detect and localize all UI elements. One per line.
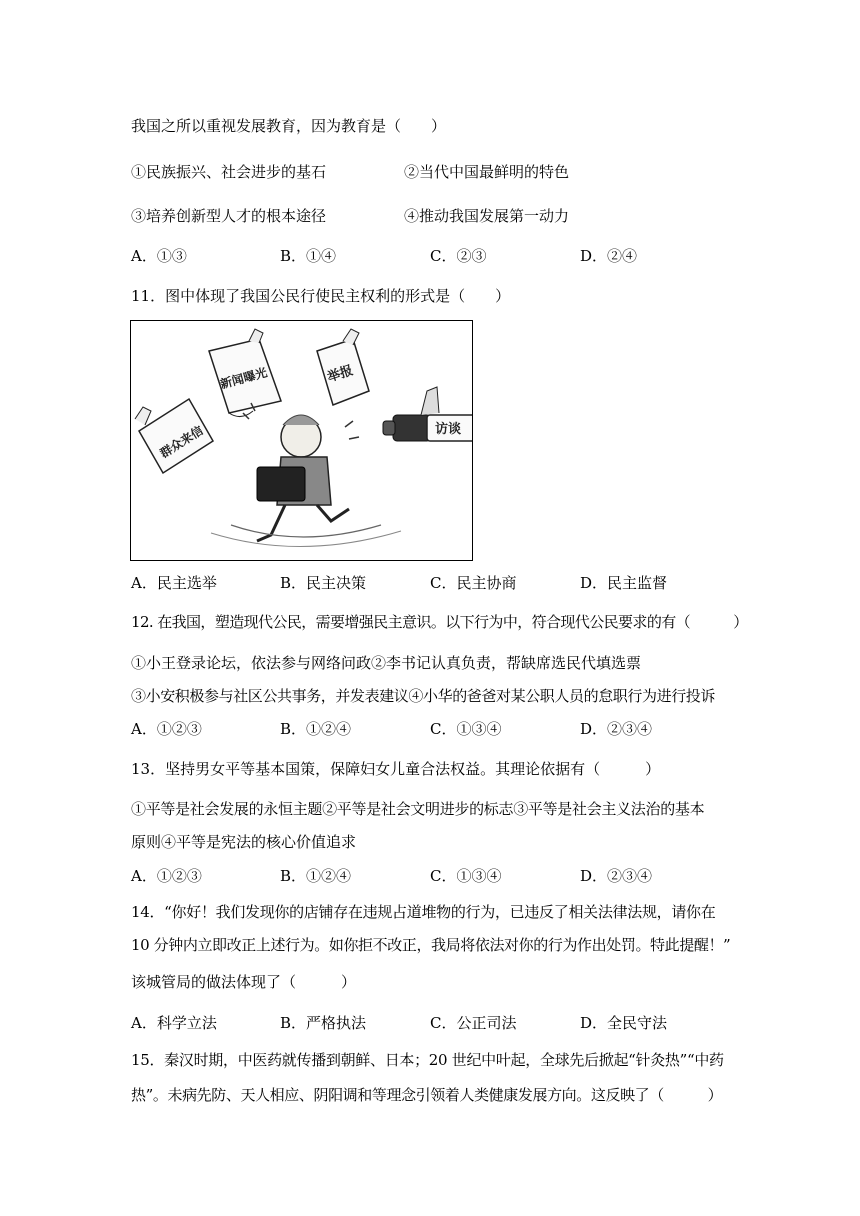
q15-stem-line-1: 15．秦汉时期，中医药就传播到朝鲜、日本；20 世纪中叶起，全球先后掀起“针灸热”“中药 bbox=[131, 1051, 724, 1069]
news-exposure-paper bbox=[209, 329, 281, 417]
q13-option-b[interactable]: B．①②④ bbox=[280, 867, 352, 885]
q10-item-2: ②当代中国最鲜明的特色 bbox=[404, 163, 570, 181]
q13-option-d[interactable]: D．②③④ bbox=[580, 867, 653, 885]
q12-option-d[interactable]: D．②③④ bbox=[580, 720, 653, 738]
q11-stem: 11．图中体现了我国公民行使民主权利的形式是（ ） bbox=[131, 287, 511, 305]
q10-item-4: ④推动我国发展第一动力 bbox=[404, 207, 570, 225]
q13-option-a[interactable]: A．①②③ bbox=[131, 867, 202, 885]
q10-option-d[interactable]: D．②④ bbox=[580, 247, 638, 265]
q14-stem-line-3: 该城管局的做法体现了（ ） bbox=[131, 973, 357, 991]
q14-option-b[interactable]: B．严格执法 bbox=[280, 1014, 367, 1032]
news-exposure-label: 新闻曝光 bbox=[218, 365, 269, 392]
q14-option-d[interactable]: D．全民守法 bbox=[580, 1014, 668, 1032]
video-camera bbox=[383, 387, 472, 441]
q10-stem: 我国之所以重视发展教育，因为教育是（ ） bbox=[131, 117, 447, 135]
q10-item-1: ①民族振兴、社会进步的基石 bbox=[131, 163, 327, 181]
q11-option-d[interactable]: D．民主监督 bbox=[580, 574, 668, 592]
q14-option-c[interactable]: C．公正司法 bbox=[430, 1014, 517, 1032]
q11-option-c[interactable]: C．民主协商 bbox=[430, 574, 517, 592]
q12-option-a[interactable]: A．①②③ bbox=[131, 720, 202, 738]
report-label: 举报 bbox=[325, 363, 355, 386]
q13-items-line-2: 原则④平等是宪法的核心价值追求 bbox=[131, 833, 357, 851]
q13-option-c[interactable]: C．①③④ bbox=[430, 867, 502, 885]
q12-items-line-1: ①小王登录论坛，依法参与网络问政②李书记认真负责，帮缺席选民代填选票 bbox=[131, 654, 642, 672]
q11-option-b[interactable]: B．民主决策 bbox=[280, 574, 367, 592]
interview-label: 访谈 bbox=[435, 422, 462, 437]
q10-option-a[interactable]: A．①③ bbox=[131, 247, 187, 265]
q11-option-a[interactable]: A．民主选举 bbox=[131, 574, 217, 592]
q12-option-b[interactable]: B．①②④ bbox=[280, 720, 352, 738]
q12-option-c[interactable]: C．①③④ bbox=[430, 720, 502, 738]
public-letter-paper bbox=[135, 399, 213, 473]
q14-stem-line-1: 14．“你好！我们发现你的店铺存在违规占道堆物的行为，已违反了相关法律法规，请你在 bbox=[131, 903, 716, 921]
q13-stem: 13．坚持男女平等基本国策，保障妇女儿童合法权益。其理论依据有（ ） bbox=[131, 760, 661, 778]
q10-option-c[interactable]: C．②③ bbox=[430, 247, 487, 265]
q12-stem: 12. 在我国，塑造现代公民，需要增强民主意识。以下行为中，符合现代公民要求的有（ ） bbox=[131, 613, 748, 631]
public-letter-label: 群众来信 bbox=[157, 423, 206, 461]
running-official bbox=[211, 403, 401, 547]
report-paper bbox=[317, 329, 369, 405]
q15-stem-line-2: 热”。未病先防、天人相应、阴阳调和等理念引领着人类健康发展方向。这反映了（ ） bbox=[131, 1086, 723, 1104]
q14-option-a[interactable]: A．科学立法 bbox=[131, 1014, 217, 1032]
q11-cartoon-figure bbox=[130, 320, 473, 561]
q10-item-3: ③培养创新型人才的根本途径 bbox=[131, 207, 327, 225]
q12-items-line-2: ③小安积极参与社区公共事务，并发表建议④小华的爸爸对某公职人员的怠职行为进行投诉 bbox=[131, 687, 716, 705]
q13-items-line-1: ①平等是社会发展的永恒主题②平等是社会文明进步的标志③平等是社会主义法治的基本 bbox=[131, 800, 705, 818]
cartoon-illustration bbox=[131, 321, 472, 560]
q14-stem-line-2: 10 分钟内立即改正上述行为。如你拒不改正，我局将依法对你的行为作出处罚。特此提醒！” bbox=[131, 936, 731, 954]
q10-option-b[interactable]: B．①④ bbox=[280, 247, 337, 265]
